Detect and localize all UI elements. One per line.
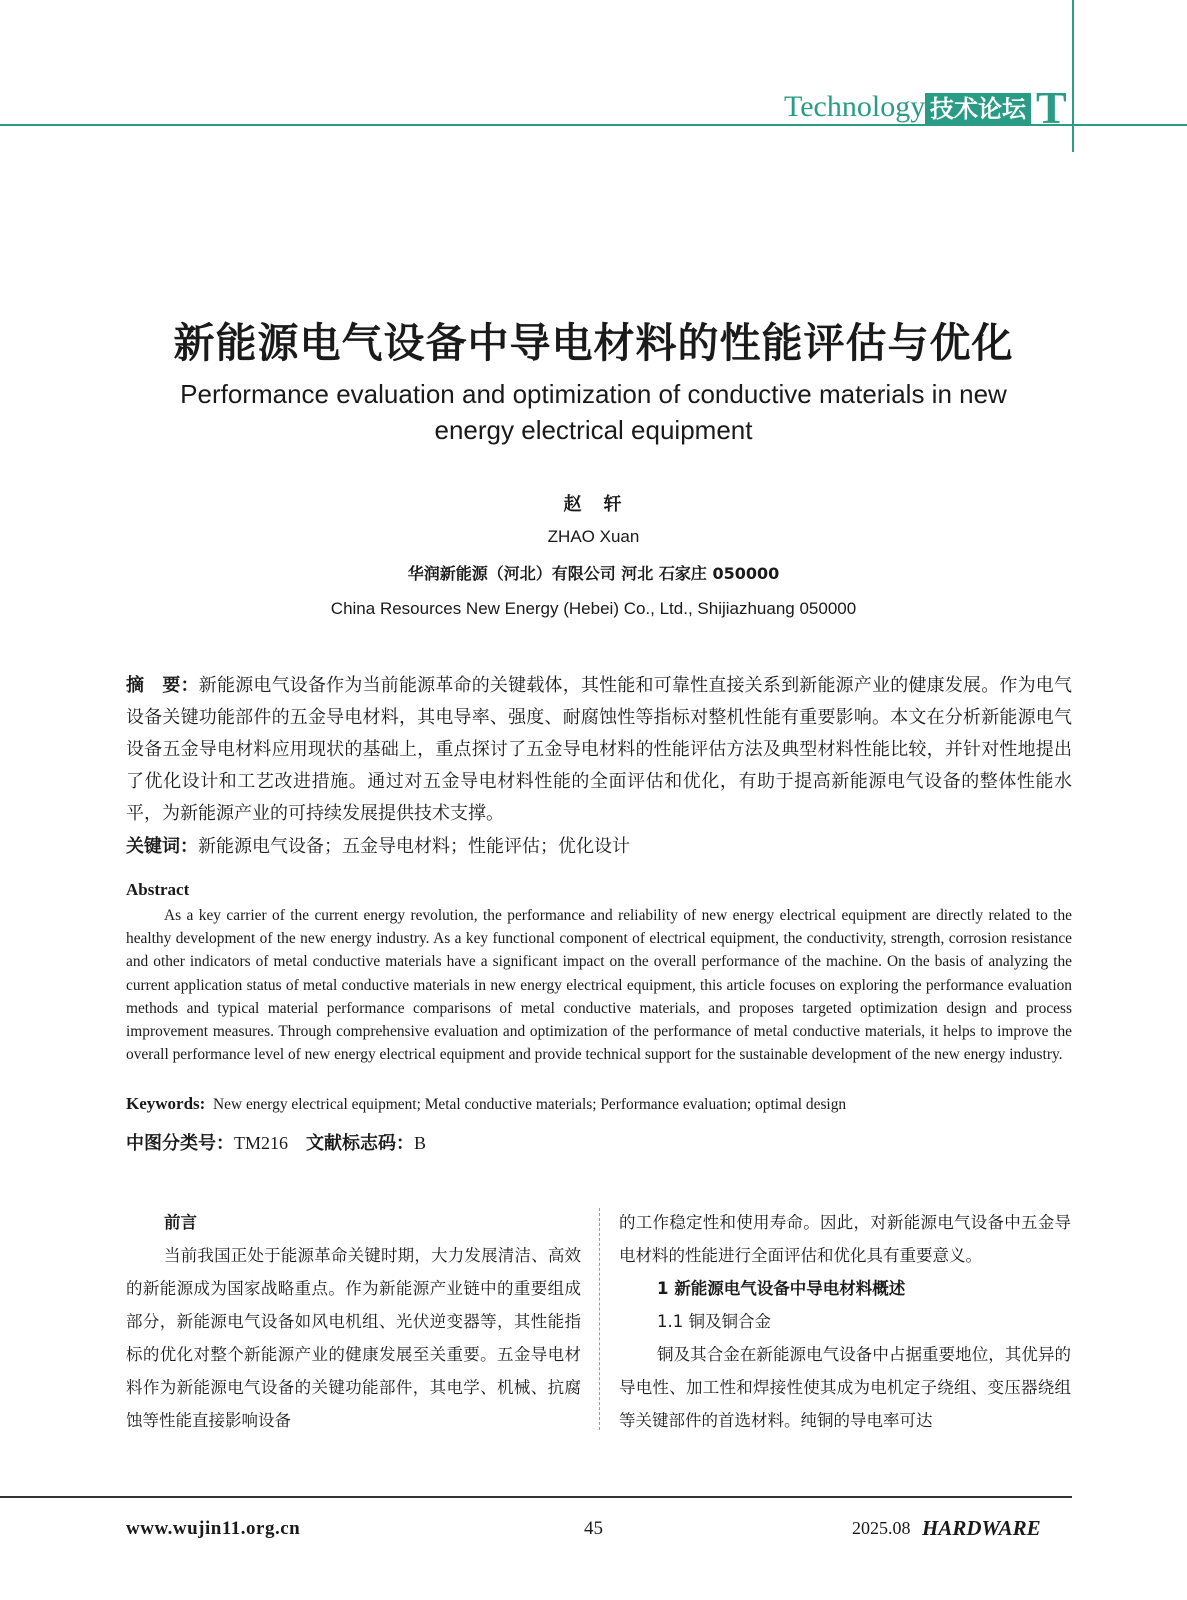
clc-label: 中图分类号： xyxy=(126,1133,234,1154)
keywords-en-label: Keywords: xyxy=(126,1094,206,1113)
section-1-1-text: 铜及其合金在新能源电气设备中占据重要地位，其优异的导电性、加工性和焊接性使其成为电机定子绕组、变压器绕组等关键部件的首选材料。纯铜的导电率可达 xyxy=(619,1345,1071,1430)
body-right-column xyxy=(619,1206,1071,1437)
keywords-cn-label: 关键词： xyxy=(126,836,198,857)
section-label-en: Technology xyxy=(784,90,926,123)
section-label-cn: 技术论坛 xyxy=(925,93,1031,126)
keywords-cn xyxy=(126,832,1072,862)
keywords-cn-text: 新能源电气设备；五金导电材料；性能评估；优化设计 xyxy=(198,836,630,857)
preface-continuation: 的工作稳定性和使用寿命。因此，对新能源电气设备中五金导电材料的性能进行全面评估和优化具有重要意义。 xyxy=(619,1213,1071,1265)
preface-heading: 前言 xyxy=(164,1213,197,1232)
clc-value: TM216 xyxy=(234,1133,288,1153)
abstract-cn-label: 摘 要： xyxy=(126,675,199,696)
section-letter: T xyxy=(1036,82,1067,133)
affiliation-en: China Resources New Energy (Hebei) Co., Ltd., Shijiazhuang 050000 xyxy=(330,599,857,618)
preface-text: 当前我国正处于能源革命关键时期，大力发展清洁、高效的新能源成为国家战略重点。作为新能源产业链中的重要组成部分，新能源电气设备如风电机组、光伏逆变器等，其性能指标的优化对整个新能源产业的健康发展至关重要。五金导电材料作为新能源电气设备的关键功能部件，其电学、机械、抗腐蚀等性能直接影响设备 xyxy=(126,1246,581,1430)
abstract-cn xyxy=(126,670,1072,830)
abstract-cn-text: 新能源电气设备作为当前能源革命的关键载体，其性能和可靠性直接关系到新能源产业的健康发展。作为电气设备关键功能部件的五金导电材料，其电导率、强度、耐腐蚀性等指标对整机性能有重要影响。本文在分析新能源电气设备五金导电材料应用现状的基础上，重点探讨了五金导电材料的性能评估方法及典型材料性能比较，并针对性地提出了优化设计和工艺改进措施。通过对五金导电材料性能的全面评估和优化，有助于提高新能源电气设备的整体性能水平，为新能源产业的可持续发展提供技术支撑。 xyxy=(126,675,1073,824)
issue-date: 2025.08 xyxy=(852,1518,911,1538)
page-number: 45 xyxy=(584,1518,603,1539)
section-1-heading: 1 新能源电气设备中导电材料概述 xyxy=(657,1279,906,1298)
keywords-en xyxy=(126,1092,1072,1116)
keywords-en-text: New energy electrical equipment; Metal conductive materials; Performance evaluation; optimal design xyxy=(213,1096,847,1113)
abstract-en-text: As a key carrier of the current energy revolution, the performance and reliability of new energy electrical equipment are directly related to the healthy development of the new energy industry. As a key functional component of electrical equipment, the conductivity, strength, corrosion resistance and other indicators of metal conductive materials have a significant impact on the overall performance of the machine. On the basis of analyzing the current application status of metal conductive materials in new energy electrical equipment, this article focuses on exploring the performance evaluation methods and typical material performance comparisons of metal conductive materials, and proposes targeted optimization design and process improvement measures. Through comprehensive evaluation and optimization of the performance of metal conductive materials, it helps to improve the overall performance level of new energy electrical equipment and provide technical support for the sustainable development of the new energy industry. xyxy=(126,907,1072,1064)
author-en: ZHAO Xuan xyxy=(547,527,640,546)
column-divider xyxy=(599,1208,600,1430)
title-cn: 新能源电气设备中导电材料的性能评估与优化 xyxy=(173,319,1014,367)
doc-code-label: 文献标志码： xyxy=(306,1133,414,1154)
title-en: Performance evaluation and optimization of conductive materials in new energy electrical equipment xyxy=(180,379,1007,445)
footer-rule xyxy=(0,1496,1072,1498)
abstract-en-label: Abstract xyxy=(126,880,190,899)
affiliation-cn: 华润新能源（河北）有限公司 河北 石家庄 050000 xyxy=(407,564,780,583)
author-cn: 赵 轩 xyxy=(563,494,624,515)
footer-url[interactable]: www.wujin11.org.cn xyxy=(126,1518,301,1539)
doc-code-value: B xyxy=(414,1133,427,1153)
body-left-column xyxy=(126,1206,581,1437)
header-vertical-rule xyxy=(1072,0,1074,152)
magazine-name: HARDWARE xyxy=(922,1516,1041,1540)
classification xyxy=(126,1130,426,1157)
section-1-1-heading: 1.1 铜及铜合金 xyxy=(657,1312,771,1331)
